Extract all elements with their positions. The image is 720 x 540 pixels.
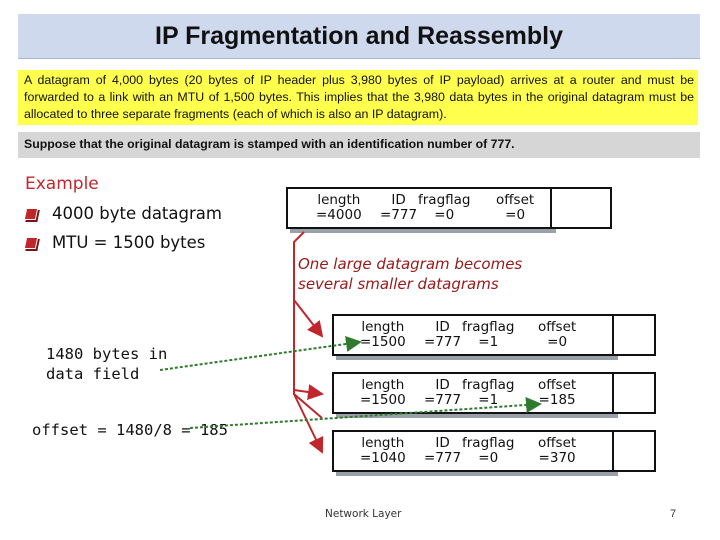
slide-title: IP Fragmentation and Reassembly — [155, 21, 563, 50]
frag1-offset: offset =0 — [538, 319, 577, 350]
frag3-length: length =1040 — [360, 435, 406, 466]
split-arrow-fragment-2 — [294, 390, 322, 394]
frag2-offset: offset =185 — [538, 377, 577, 408]
intro-paragraph: A datagram of 4,000 bytes (20 bytes of IP header plus 3,980 bytes of IP payload) arrives at a router and must be forwarded to a link with an MTU of 1,500 bytes. This implies that the 3,980 data bytes in the original datagram must be allocated to three separate fragments (each of which is also an IP datagram). — [18, 70, 698, 125]
frag3-fragflag: fragflag =0 — [462, 435, 515, 466]
assumption-text: Suppose that the original datagram is stamped with an identification number of 777. — [18, 132, 700, 158]
data-field-note-line1: 1480 bytes in — [46, 345, 168, 363]
offset-arrow — [190, 404, 540, 428]
footer-label: Network Layer — [325, 508, 402, 520]
orig-id: ID =777 — [380, 192, 418, 223]
frag1-id: ID =777 — [424, 319, 462, 350]
frag1-fragflag: fragflag =1 — [462, 319, 515, 350]
split-arrow-fragment-1 — [294, 300, 322, 336]
offset-calc-note: offset = 1480/8 = 185 — [32, 421, 228, 439]
orig-fragflag: fragflag =0 — [418, 192, 471, 223]
orig-offset: offset =0 — [496, 192, 535, 223]
frag2-id: ID =777 — [424, 377, 462, 408]
bullet-text: 4000 byte datagram — [52, 204, 222, 223]
frag2-length: length =1500 — [360, 377, 406, 408]
data-field-arrow — [160, 342, 360, 370]
example-heading: Example — [25, 174, 99, 194]
page-number: 7 — [670, 508, 677, 520]
callout-line2: several smaller datagrams — [298, 275, 499, 293]
frag2-fragflag: fragflag =1 — [462, 377, 515, 408]
frag3-id: ID =777 — [424, 435, 462, 466]
orig-length: length =4000 — [316, 192, 362, 223]
bullet-text: MTU = 1500 bytes — [52, 233, 206, 252]
data-field-note-line2: data field — [46, 365, 140, 383]
frag1-length: length =1500 — [360, 319, 406, 350]
frag3-offset: offset =370 — [538, 435, 577, 466]
callout-line1: One large datagram becomes — [298, 255, 523, 273]
split-arrow-fragment-3 — [294, 394, 322, 452]
